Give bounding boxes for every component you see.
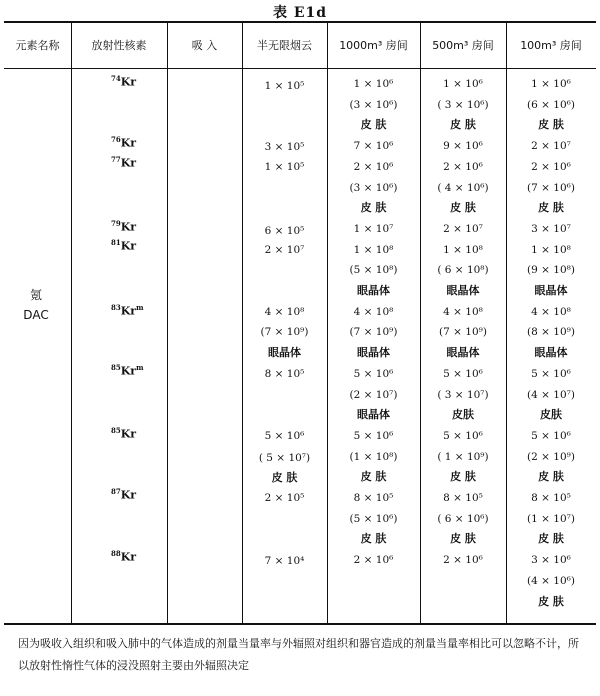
nuclide-symbol: Kr [120,239,137,253]
room100-cell: 皮 肤 [538,201,564,215]
nuclide-label [111,549,136,564]
room500-cell: 5 × 10⁶ [443,367,483,380]
room100-cell: 眼晶体 [534,346,568,360]
room1000-cell: 1 × 10⁶ [353,78,394,90]
header-bottom-rule [4,68,596,69]
room1000-cell: (7 × 10⁹) [349,326,398,339]
room100-cell: 2 × 10⁷ [531,140,571,153]
nuclide-label [111,238,136,253]
room100-cell: 皮 肤 [538,532,564,546]
nuclide-symbol: Kr [120,364,137,378]
room500-cell: 眼晶体 [446,284,480,297]
room500-cell: ( 6 × 10⁶) [437,512,489,525]
table-title: 表 E1d [272,5,328,21]
nuclide-metastable: m [136,303,144,312]
nuclide-mass: 74 [111,74,121,83]
room1000-cell: 7 × 10⁶ [353,140,394,153]
room100-cell: 皮 肤 [538,470,564,484]
room100-cell: (4 × 10⁶) [527,574,575,587]
nuclide-mass: 79 [111,219,121,228]
room1000-cell: 皮 肤 [360,470,387,484]
room100-cell: 皮肤 [540,408,562,422]
nuclide-label [111,219,136,234]
nuclide-mass: 88 [111,549,121,558]
room500-cell: 9 × 10⁶ [443,140,483,153]
room500-cell: 2 × 10⁷ [443,222,483,235]
cloud-cell: 皮 肤 [271,471,298,484]
cloud-cell: 2 × 10⁵ [264,492,305,504]
nuclide-symbol: Kr [120,220,137,234]
nuclide-mass: 76 [111,135,121,144]
room1000-cell: (5 × 10⁸) [349,264,398,277]
nuclide-mass: 81 [111,238,121,247]
nuclide-label [111,363,144,378]
room500-cell: 皮 肤 [450,118,476,132]
room1000-cell: (1 × 10⁸) [349,450,398,463]
nuclide-label [111,303,144,318]
room500-cell: (7 × 10⁹) [439,326,487,339]
room1000-cell: 2 × 10⁶ [353,554,394,567]
cloud-cell: 8 × 10⁵ [264,368,305,380]
room100-cell: 眼晶体 [534,284,568,297]
cloud-cell: (7 × 10⁹) [260,326,309,338]
cloud-cell: 1 × 10⁵ [264,161,305,173]
room1000-cell: 2 × 10⁶ [353,160,394,173]
header-semi-infinite-cloud: 半无限烟云 [257,39,312,52]
room1000-cell: 5 × 10⁶ [353,429,394,442]
room500-cell: 8 × 10⁵ [443,492,483,504]
room100-cell: 4 × 10⁸ [531,305,571,318]
cloud-cell: 5 × 10⁶ [264,430,305,442]
room500-cell: ( 4 × 10⁶) [437,181,489,194]
nuclide-mass: 87 [111,487,121,496]
room100-cell: 3 × 10⁷ [531,222,571,235]
nuclide-symbol: Kr [120,550,137,564]
room500-cell: ( 6 × 10⁸) [437,264,489,277]
room500-cell: 1 × 10⁶ [443,78,483,90]
nuclide-metastable: m [136,363,144,372]
nuclide-mass: 85 [111,426,121,435]
nuclide-symbol: Kr [120,427,137,441]
room1000-cell: 眼晶体 [357,284,390,297]
cloud-cell: 眼晶体 [268,346,301,359]
header-room-500: 500m³ 房间 [432,39,494,52]
room1000-cell: 8 × 10⁵ [353,492,394,504]
room100-cell: 8 × 10⁵ [531,492,571,504]
room500-cell: 2 × 10⁶ [443,160,483,173]
room100-cell: 1 × 10⁸ [531,243,571,256]
element-name: 氪 [29,288,42,302]
room500-cell: 1 × 10⁸ [443,243,483,256]
room100-cell: 皮 肤 [538,118,564,132]
cloud-cell: ( 5 × 10⁷) [258,452,311,464]
room100-cell: 5 × 10⁶ [531,429,571,442]
header-element: 元素名称 [15,39,60,52]
nuclide-label [111,74,136,89]
room500-cell: 皮 肤 [450,470,476,484]
room1000-cell: 1 × 10⁸ [353,243,394,256]
cloud-cell: 6 × 10⁵ [264,225,305,237]
room500-cell: 2 × 10⁶ [443,554,483,567]
cloud-cell: 1 × 10⁵ [264,80,305,92]
room100-cell: (1 × 10⁷) [527,512,575,525]
nuclide-label [111,135,136,150]
room1000-cell: 5 × 10⁶ [353,367,394,380]
room100-cell: (9 × 10⁸) [527,264,575,277]
cloud-cell: 2 × 10⁷ [264,244,305,256]
header-room-100: 100m³ 房间 [520,39,582,52]
room500-cell: 5 × 10⁶ [443,429,483,442]
room1000-cell: 4 × 10⁸ [353,305,394,318]
room1000-cell: 皮 肤 [360,118,387,132]
room100-cell: 5 × 10⁶ [531,367,571,380]
nuclide-symbol: Kr [120,136,137,150]
room1000-cell: 1 × 10⁷ [353,222,394,235]
room500-cell: ( 1 × 10⁹) [437,450,489,463]
room100-cell: (8 × 10⁹) [527,326,575,339]
element-code: DAC [23,308,49,322]
room100-cell: (4 × 10⁷) [527,388,575,401]
room500-cell: 眼晶体 [446,346,480,360]
nuclide-symbol: Kr [120,156,137,170]
table-top-rule [4,21,596,23]
room100-cell: 1 × 10⁶ [531,78,571,90]
header-room-1000: 1000m³ 房间 [339,39,408,52]
cloud-cell: 4 × 10⁸ [264,306,305,318]
nuclide-label [111,426,136,441]
room100-cell: (7 × 10⁶) [527,181,575,194]
room1000-cell: 眼晶体 [357,408,390,422]
cloud-cell: 7 × 10⁴ [264,555,305,567]
room500-cell: ( 3 × 10⁶) [437,98,489,111]
nuclide-label [111,487,136,502]
room500-cell: ( 3 × 10⁷) [437,388,489,401]
cloud-cell: 3 × 10⁵ [264,141,305,153]
room500-cell: 4 × 10⁸ [443,305,483,318]
room1000-cell: 皮 肤 [360,532,387,546]
room1000-cell: 眼晶体 [357,346,390,360]
nuclide-symbol: Kr [120,304,137,318]
header-nuclide: 放射性核素 [91,39,147,52]
footnote: 因为吸收入组织和吸入肺中的气体造成的剂量当量率与外辐照对组织和器官造成的剂量当量率相比可以忽略不计，所以放射性惰性气体的浸没照射主要由外辐照决定 [18,637,579,672]
nuclide-symbol: Kr [120,488,137,502]
room1000-cell: 皮 肤 [360,201,387,215]
nuclide-mass: 77 [111,155,121,164]
room1000-cell: (3 × 10⁶) [349,181,398,194]
room1000-cell: (3 × 10⁶) [349,98,398,111]
room100-cell: 3 × 10⁶ [531,554,571,567]
room100-cell: 2 × 10⁶ [531,160,571,173]
room100-cell: 皮 肤 [538,594,564,608]
column-divider [167,22,168,624]
room1000-cell: (5 × 10⁶) [349,512,398,525]
nuclide-mass: 83 [111,303,121,312]
room500-cell: 皮 肤 [450,201,476,215]
nuclide-symbol: Kr [120,75,137,89]
room500-cell: 皮肤 [452,408,474,422]
room100-cell: (2 × 10⁹) [527,450,575,463]
header-inhalation: 吸 入 [191,39,218,52]
nuclide-label [111,155,136,170]
column-divider [71,22,72,624]
room100-cell: (6 × 10⁶) [527,98,575,111]
nuclide-mass: 85 [111,363,121,372]
room500-cell: 皮 肤 [450,532,476,546]
table-bottom-rule [4,623,596,625]
room1000-cell: (2 × 10⁷) [349,388,398,401]
